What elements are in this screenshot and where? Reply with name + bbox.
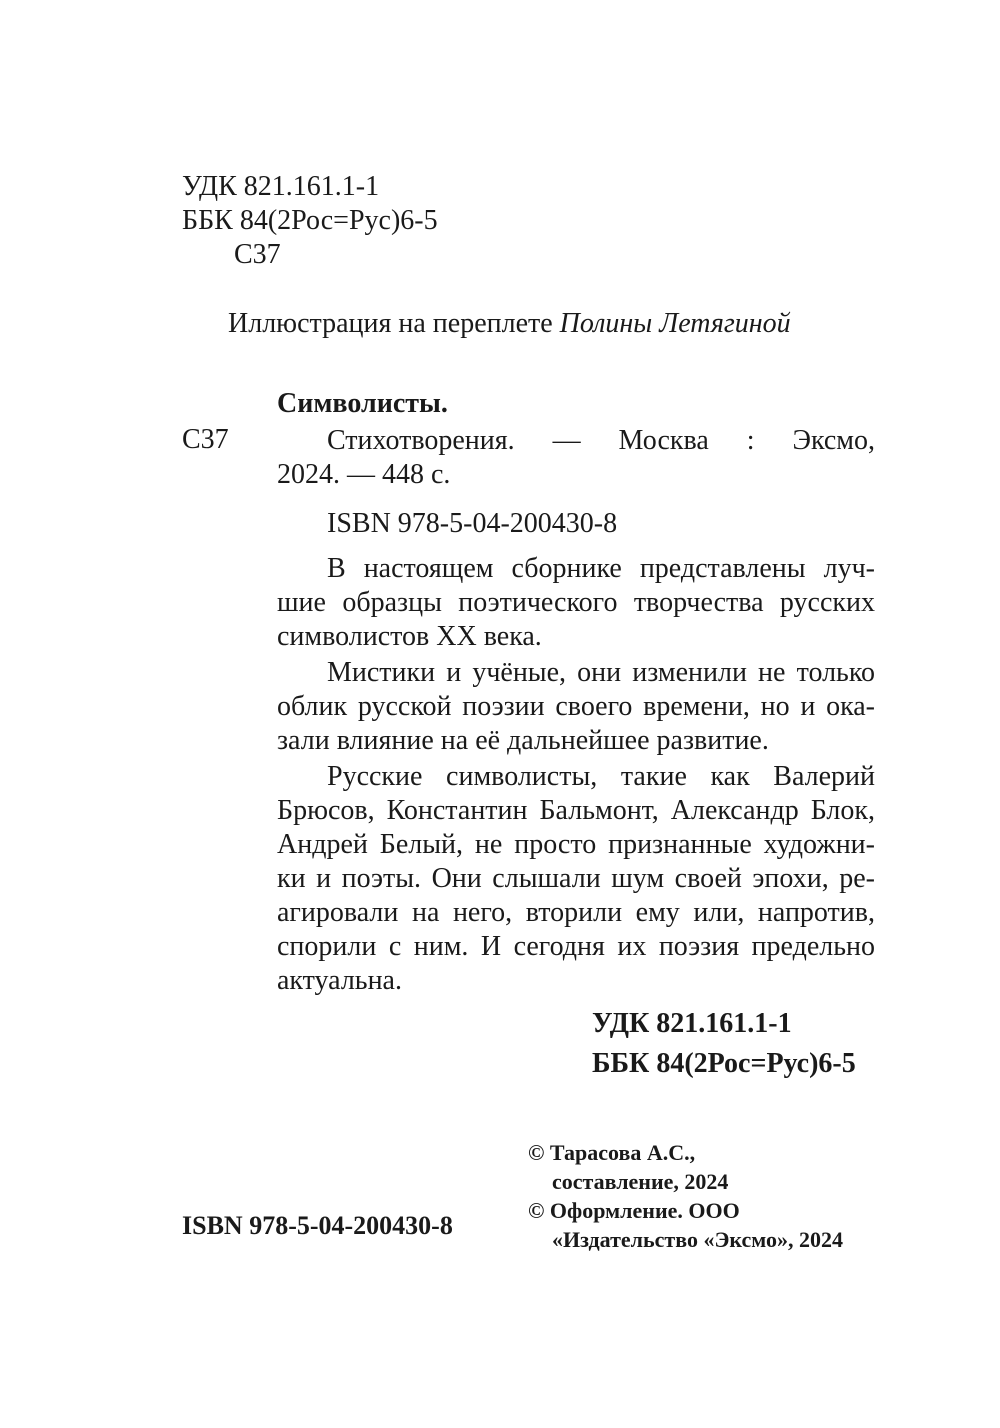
copyright-line: © Оформление. ООО bbox=[528, 1198, 740, 1223]
entry-publication bbox=[277, 424, 875, 492]
entry-title: Символисты. bbox=[277, 388, 448, 419]
annotation-line: агировали на него, вторили ему или, напротив, bbox=[277, 897, 875, 928]
illustration-prefix: Иллюстрация на переплете bbox=[228, 308, 560, 339]
copyright-line: составление, 2024 bbox=[552, 1169, 729, 1194]
classification-codes bbox=[592, 1004, 856, 1084]
annotation-line: Мистики и учёные, они изменили не только bbox=[327, 657, 875, 688]
annotation-line: актуальна. bbox=[277, 965, 402, 996]
annotation-line: спорили с ним. И сегодня их поэзия предельно bbox=[277, 931, 875, 962]
footer-isbn: ISBN 978-5-04-200430-8 bbox=[182, 1211, 453, 1240]
annotation-line: символистов XX века. bbox=[277, 621, 542, 652]
copyright-block bbox=[528, 1138, 843, 1254]
publication-line-2: 2024. — 448 с. bbox=[277, 459, 451, 490]
header-author-code: С37 bbox=[234, 239, 281, 270]
annotation-line: шие образцы поэтического творчества русских bbox=[277, 587, 875, 618]
illustration-artist: Полины Летягиной bbox=[559, 308, 791, 339]
annotation-line: облик русской поэзии своего времени, но и ока- bbox=[277, 691, 875, 722]
copyright-line: «Издательство «Эксмо», 2024 bbox=[552, 1227, 843, 1252]
header-udk: УДК 821.161.1-1 bbox=[182, 171, 380, 202]
publication-line-1: Стихотворения. — Москва : Эксмо, bbox=[327, 425, 875, 456]
annotation-line: Андрей Белый, не просто признанные художни- bbox=[277, 829, 875, 860]
annotation bbox=[277, 552, 875, 998]
header-codes bbox=[182, 170, 438, 272]
header-bbk: ББК 84(2Рос=Рус)6-5 bbox=[182, 205, 438, 236]
annotation-line: ки и поэты. Они слышали шум своей эпохи, ре- bbox=[277, 863, 875, 894]
annotation-line: В настоящем сборнике представлены луч- bbox=[327, 553, 875, 584]
annotation-line: Русские символисты, такие как Валерий bbox=[327, 761, 875, 792]
entry-author-code: С37 bbox=[182, 424, 229, 455]
classification-bbk: ББК 84(2Рос=Рус)6-5 bbox=[592, 1048, 856, 1079]
illustration-credit bbox=[228, 308, 791, 340]
annotation-line: зали влияние на её дальнейшее развитие. bbox=[277, 725, 769, 756]
classification-udk: УДК 821.161.1-1 bbox=[592, 1008, 792, 1039]
annotation-line: Брюсов, Константин Бальмонт, Александр Блок, bbox=[277, 795, 875, 826]
entry-isbn: ISBN 978-5-04-200430-8 bbox=[327, 508, 618, 539]
copyright-line: © Тарасова А.С., bbox=[528, 1140, 696, 1165]
